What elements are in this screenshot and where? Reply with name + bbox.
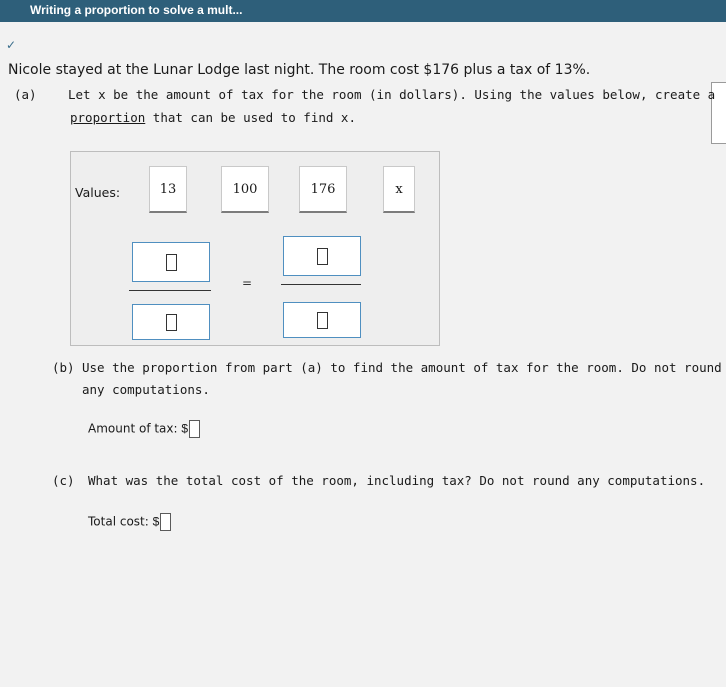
tax-answer-row [88, 420, 200, 438]
left-numerator-slot[interactable] [132, 242, 210, 282]
part-b-label: (b) [52, 360, 75, 375]
part-a-line2-rest: that can be used to find x. [145, 110, 356, 125]
value-tile-176[interactable]: 176 [299, 166, 347, 213]
empty-slot-icon [166, 314, 177, 331]
part-c-label: (c) [52, 473, 75, 488]
total-answer-input[interactable] [160, 513, 171, 531]
tax-currency-symbol: $ [181, 421, 189, 436]
empty-slot-icon [317, 312, 328, 329]
tax-answer-label: Amount of tax: [88, 421, 178, 436]
total-answer-label: Total cost: [88, 514, 149, 529]
value-tile-100[interactable]: 100 [221, 166, 269, 213]
part-a-line2 [70, 110, 356, 125]
part-b-line2: any computations. [82, 382, 210, 397]
empty-slot-icon [317, 248, 328, 265]
left-fraction-bar [129, 290, 211, 291]
tax-answer-input[interactable] [189, 420, 200, 438]
chevron-down-icon[interactable]: ✓ [6, 38, 17, 52]
page-title: Writing a proportion to solve a mult... [30, 3, 243, 17]
part-a-label: (a) [14, 87, 37, 102]
right-numerator-slot[interactable] [283, 236, 361, 276]
total-answer-row [88, 513, 171, 531]
part-b-line1: Use the proportion from part (a) to find the amount of tax for the room. Do not round [82, 360, 722, 375]
problem-intro: Nicole stayed at the Lunar Lodge last night. The room cost $176 plus a tax of 13%. [8, 62, 591, 78]
part-c-line1: What was the total cost of the room, including tax? Do not round any computations. [88, 473, 706, 488]
empty-slot-icon [166, 254, 177, 271]
equals-sign: = [242, 276, 253, 290]
left-denominator-slot[interactable] [132, 304, 210, 340]
right-fraction-bar [281, 284, 361, 285]
value-tile-13[interactable]: 13 [149, 166, 187, 213]
part-a-line1: Let x be the amount of tax for the room (in dollars). Using the values below, create a [68, 87, 716, 102]
value-tile-x[interactable]: x [383, 166, 415, 213]
header-bar [0, 0, 726, 22]
proportion-link[interactable]: proportion [70, 110, 146, 125]
values-label: Values: [75, 185, 121, 200]
proportion-builder [70, 151, 440, 346]
right-denominator-slot[interactable] [283, 302, 361, 338]
total-currency-symbol: $ [152, 514, 160, 529]
